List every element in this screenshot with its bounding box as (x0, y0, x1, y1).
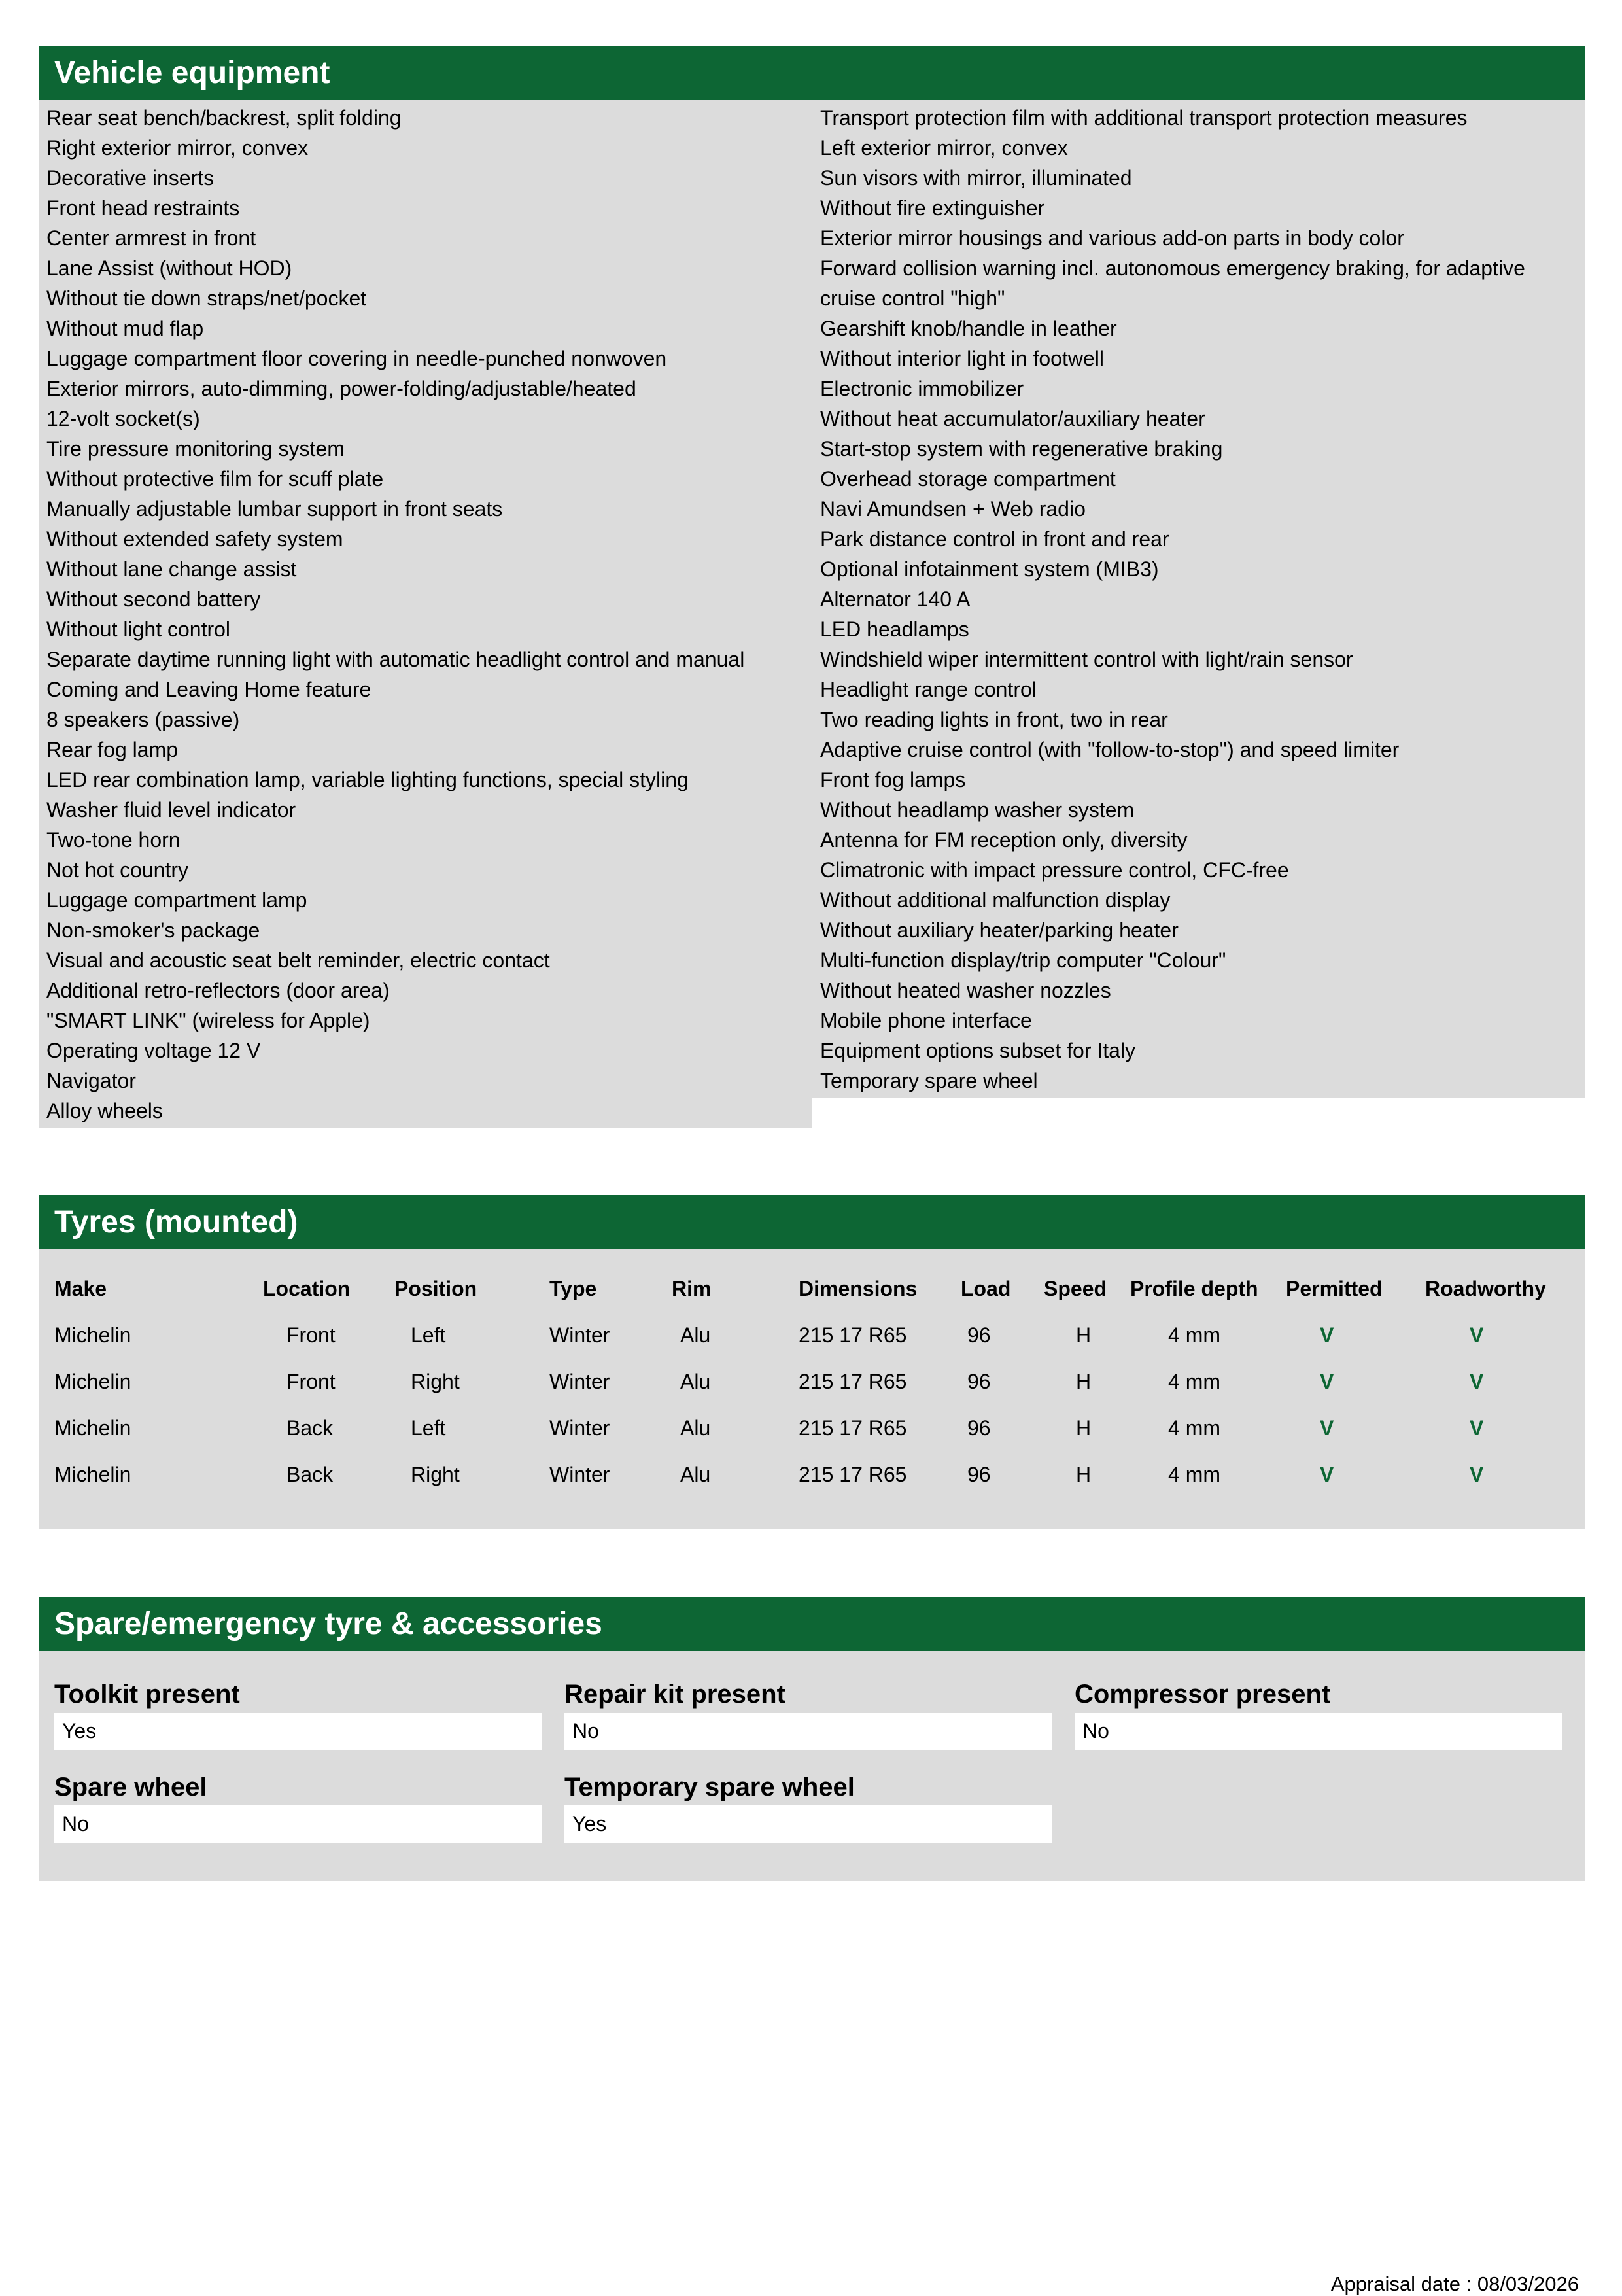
column-header-speed: Speed (1044, 1277, 1107, 1300)
field-value: No (54, 1805, 542, 1843)
equipment-item: Front head restraints (46, 196, 240, 220)
equipment-item: Without light control (46, 617, 231, 641)
equipment-item: Coming and Leaving Home feature (46, 678, 371, 701)
tyre-cell-profile-depth: 4 mm (1168, 1370, 1220, 1393)
field-label: Spare wheel (54, 1773, 207, 1801)
temporary-spare-wheel-field (549, 1769, 1036, 1843)
equipment-item: Left exterior mirror, convex (820, 136, 1068, 160)
column-header-location: Location (263, 1277, 351, 1300)
equipment-item: Operating voltage 12 V (46, 1039, 261, 1062)
equipment-item: Without heated washer nozzles (820, 979, 1111, 1002)
tyre-cell-speed: H (1076, 1416, 1092, 1440)
equipment-item: Transport protection film with additional transport protection measures (820, 106, 1468, 130)
equipment-item: Not hot country (46, 858, 188, 882)
field-value: Yes (564, 1805, 1052, 1843)
equipment-list-left (39, 100, 812, 1128)
equipment-item: Equipment options subset for Italy (820, 1039, 1136, 1062)
equipment-item: Exterior mirror housings and various add-on parts in body color (820, 226, 1404, 250)
column-header-position: Position (394, 1277, 477, 1300)
equipment-columns (39, 100, 1585, 1128)
equipment-item: Without headlamp washer system (820, 798, 1135, 822)
check-mark-icon: V (1470, 1463, 1484, 1486)
equipment-item: Separate daytime running light with automatic headlight control and manual (46, 648, 745, 671)
check-mark-icon: V (1320, 1323, 1334, 1347)
field-value: No (564, 1713, 1052, 1750)
field-label: Repair kit present (564, 1680, 785, 1709)
equipment-item: Alternator 140 A (820, 587, 971, 611)
tyre-cell-position: Left (411, 1416, 446, 1440)
spare-title: Spare/emergency tyre & accessories (54, 1607, 602, 1641)
equipment-item: Without second battery (46, 587, 261, 611)
equipment-item: "SMART LINK" (wireless for Apple) (46, 1009, 370, 1032)
field-label: Temporary spare wheel (564, 1773, 855, 1801)
equipment-item: Washer fluid level indicator (46, 798, 296, 822)
appraisal-date: Appraisal date : 08/03/2026 (1330, 2272, 1579, 2295)
tyre-cell-type: Winter (549, 1416, 610, 1440)
section-title (39, 46, 1585, 100)
equipment-item: Center armrest in front (46, 226, 256, 250)
spare-fields (39, 1651, 1585, 1881)
tyre-cell-load: 96 (967, 1416, 991, 1440)
vehicle-equipment-title: Vehicle equipment (54, 56, 330, 90)
tyre-cell-location: Front (286, 1370, 336, 1393)
tyre-cell-position: Right (411, 1370, 460, 1393)
equipment-item: Front fog lamps (820, 768, 966, 791)
equipment-item: Without fire extinguisher (820, 196, 1045, 220)
equipment-item: Sun visors with mirror, illuminated (820, 166, 1132, 190)
check-mark-icon: V (1470, 1370, 1484, 1393)
tyre-cell-location: Back (286, 1463, 334, 1486)
tyre-cell-load: 96 (967, 1370, 991, 1393)
check-mark-icon: V (1320, 1416, 1334, 1440)
tyre-cell-profile-depth: 4 mm (1168, 1416, 1220, 1440)
equipment-item: Adaptive cruise control (with "follow-to-stop") and speed limiter (820, 738, 1400, 761)
spare-section (39, 1597, 1585, 1881)
equipment-item: 8 speakers (passive) (46, 708, 240, 731)
equipment-item: Without heat accumulator/auxiliary heater (820, 407, 1205, 430)
equipment-item: Rear seat bench/backrest, split folding (46, 106, 402, 130)
equipment-item: 12-volt socket(s) (46, 407, 200, 430)
tyre-cell-location: Back (286, 1416, 334, 1440)
equipment-item: Decorative inserts (46, 166, 215, 190)
equipment-item: LED headlamps (820, 617, 969, 641)
tyre-cell-speed: H (1076, 1463, 1092, 1486)
tyre-cell-make: Michelin (54, 1416, 131, 1440)
equipment-item: Without protective film for scuff plate (46, 467, 384, 491)
equipment-item: Right exterior mirror, convex (46, 136, 309, 160)
toolkit-field (39, 1676, 526, 1750)
equipment-item: Electronic immobilizer (820, 377, 1024, 400)
column-header-dimensions: Dimensions (799, 1277, 918, 1300)
repair-kit-field (549, 1676, 1036, 1750)
tyre-cell-location: Front (286, 1323, 336, 1347)
equipment-item: Without auxiliary heater/parking heater (820, 918, 1179, 942)
column-header-roadworthy: Roadworthy (1425, 1277, 1546, 1300)
tyre-cell-make: Michelin (54, 1463, 131, 1486)
section-title (39, 1597, 1585, 1651)
equipment-item: Tire pressure monitoring system (46, 437, 345, 461)
equipment-item: Mobile phone interface (820, 1009, 1032, 1032)
column-header-rim: Rim (672, 1277, 712, 1300)
equipment-item: Headlight range control (820, 678, 1037, 701)
tyre-cell-dimensions: 215 17 R65 (799, 1463, 907, 1486)
tyre-cell-load: 96 (967, 1323, 991, 1347)
equipment-item: Climatronic with impact pressure control, CFC-free (820, 858, 1289, 882)
check-mark-icon: V (1320, 1370, 1334, 1393)
tyre-table (39, 1249, 1585, 1529)
column-header-profile-depth: Profile depth (1130, 1277, 1258, 1300)
field-label: Compressor present (1075, 1680, 1331, 1709)
tyre-cell-speed: H (1076, 1323, 1092, 1347)
equipment-item: Park distance control in front and rear (820, 527, 1169, 551)
equipment-item: Two reading lights in front, two in rear (820, 708, 1168, 731)
equipment-item: Without interior light in footwell (820, 347, 1104, 370)
tyre-cell-type: Winter (549, 1370, 610, 1393)
tyre-cell-position: Right (411, 1463, 460, 1486)
equipment-item: Two-tone horn (46, 828, 181, 852)
field-value: No (1075, 1713, 1562, 1750)
field-label: Toolkit present (54, 1680, 240, 1709)
check-mark-icon: V (1470, 1323, 1484, 1347)
equipment-item: Exterior mirrors, auto-dimming, power-folding/adjustable/heated (46, 377, 636, 400)
equipment-item: Navigator (46, 1069, 136, 1092)
tyre-cell-type: Winter (549, 1323, 610, 1347)
vehicle-equipment-section (39, 46, 1585, 1128)
equipment-item: Without extended safety system (46, 527, 343, 551)
equipment-item: Windshield wiper intermittent control with light/rain sensor (820, 648, 1353, 671)
equipment-item: Temporary spare wheel (820, 1069, 1038, 1092)
tyre-cell-profile-depth: 4 mm (1168, 1323, 1220, 1347)
field-value: Yes (54, 1713, 542, 1750)
equipment-item: Optional infotainment system (MIB3) (820, 557, 1159, 581)
tyre-cell-make: Michelin (54, 1370, 131, 1393)
equipment-item: Visual and acoustic seat belt reminder, electric contact (46, 948, 550, 972)
equipment-item: Start-stop system with regenerative braking (820, 437, 1223, 461)
tyre-cell-make: Michelin (54, 1323, 131, 1347)
equipment-item: Rear fog lamp (46, 738, 178, 761)
tyre-cell-type: Winter (549, 1463, 610, 1486)
check-mark-icon: V (1320, 1463, 1334, 1486)
column-header-type: Type (549, 1277, 597, 1300)
tyres-section (39, 1195, 1585, 1529)
equipment-item: Luggage compartment lamp (46, 888, 307, 912)
tyre-cell-position: Left (411, 1323, 446, 1347)
equipment-item: Without mud flap (46, 317, 204, 340)
equipment-item: Gearshift knob/handle in leather (820, 317, 1117, 340)
equipment-item: Antenna for FM reception only, diversity (820, 828, 1188, 852)
tyre-cell-load: 96 (967, 1463, 991, 1486)
check-mark-icon: V (1470, 1416, 1484, 1440)
compressor-field (1059, 1676, 1546, 1750)
tyre-cell-dimensions: 215 17 R65 (799, 1323, 907, 1347)
equipment-item: Multi-function display/trip computer "Colour" (820, 948, 1226, 972)
tyre-cell-profile-depth: 4 mm (1168, 1463, 1220, 1486)
equipment-item: LED rear combination lamp, variable lighting functions, special styling (46, 768, 689, 791)
column-header-make: Make (54, 1277, 107, 1300)
equipment-item: Alloy wheels (46, 1099, 163, 1122)
tyre-cell-rim: Alu (680, 1416, 711, 1440)
equipment-list-right (812, 100, 1585, 1098)
equipment-item: Without tie down straps/net/pocket (46, 287, 367, 310)
column-header-permitted: Permitted (1286, 1277, 1383, 1300)
column-header-load: Load (961, 1277, 1011, 1300)
equipment-item: Manually adjustable lumbar support in front seats (46, 497, 503, 521)
tyres-title: Tyres (mounted) (54, 1205, 298, 1240)
equipment-item: Non-smoker's package (46, 918, 260, 942)
equipment-item: Without lane change assist (46, 557, 297, 581)
tyre-cell-speed: H (1076, 1370, 1092, 1393)
equipment-item: Lane Assist (without HOD) (46, 256, 292, 280)
equipment-item: Overhead storage compartment (820, 467, 1116, 491)
equipment-item: Navi Amundsen + Web radio (820, 497, 1086, 521)
equipment-item: Additional retro-reflectors (door area) (46, 979, 390, 1002)
equipment-item: Without additional malfunction display (820, 888, 1171, 912)
tyre-cell-rim: Alu (680, 1463, 711, 1486)
tyre-cell-dimensions: 215 17 R65 (799, 1416, 907, 1440)
tyre-cell-dimensions: 215 17 R65 (799, 1370, 907, 1393)
section-title (39, 1195, 1585, 1249)
tyre-cell-rim: Alu (680, 1370, 711, 1393)
tyre-cell-rim: Alu (680, 1323, 711, 1347)
equipment-item: Luggage compartment floor covering in needle-punched nonwoven (46, 347, 667, 370)
spare-wheel-field (39, 1769, 526, 1843)
equipment-item: Forward collision warning incl. autonomous emergency braking, for adaptive cruise control "high" (820, 256, 1525, 310)
